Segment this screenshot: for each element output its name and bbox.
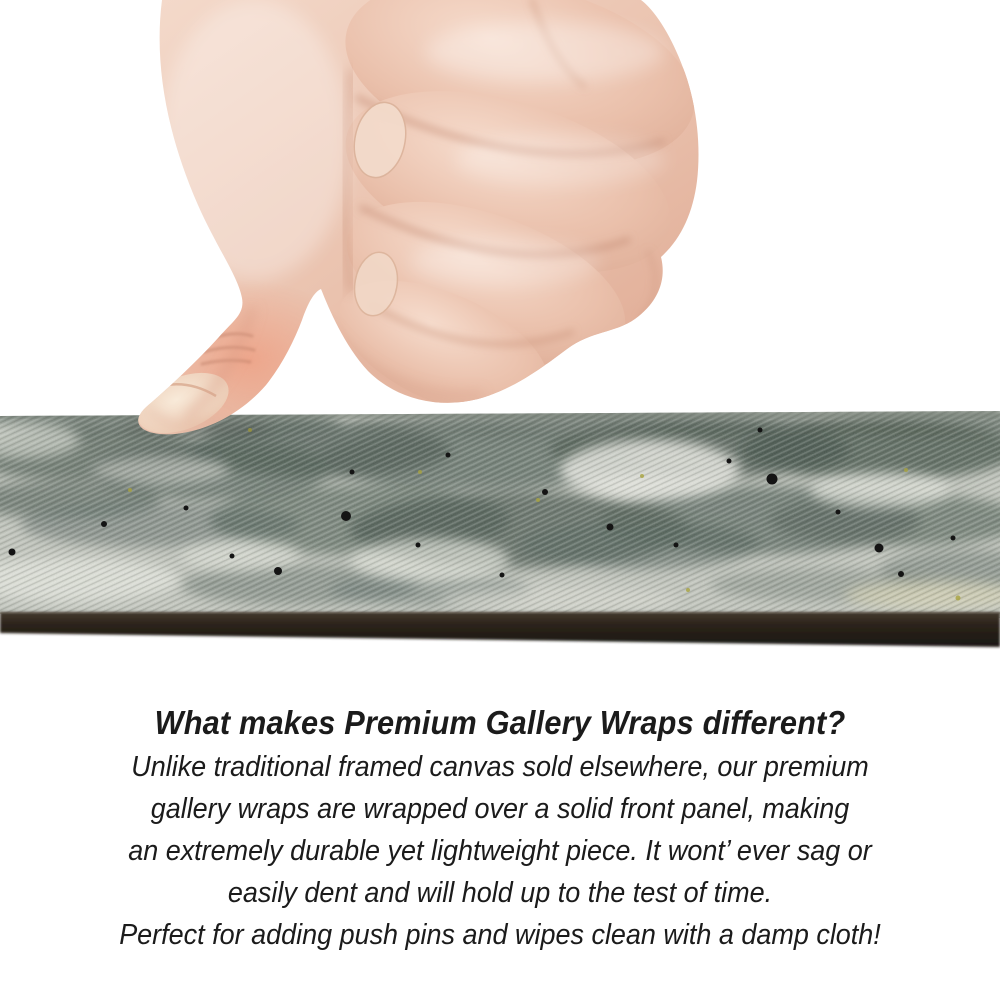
- panel-edge: [0, 612, 1000, 647]
- body-line-1: Unlike traditional framed canvas sold elsewhere, our premium: [131, 751, 869, 783]
- body-line-3: an extremely durable yet lightweight piece. It wont’ ever sag or: [128, 835, 872, 867]
- body-line-4: easily dent and will hold up to the test of time.: [227, 877, 773, 909]
- headline: What makes Premium Gallery Wraps different?: [154, 704, 846, 741]
- hand-pressing-thumb: [129, 0, 713, 445]
- canvas-texture: [0, 405, 1000, 620]
- body-line-2: gallery wraps are wrapped over a solid front panel, making: [150, 793, 850, 825]
- body-line-5: Perfect for adding push pins and wipes clean with a damp cloth!: [119, 919, 881, 951]
- info-text-block: [35, 700, 965, 956]
- canvas-strip: [0, 405, 1000, 647]
- canvas-grain: [0, 405, 1000, 620]
